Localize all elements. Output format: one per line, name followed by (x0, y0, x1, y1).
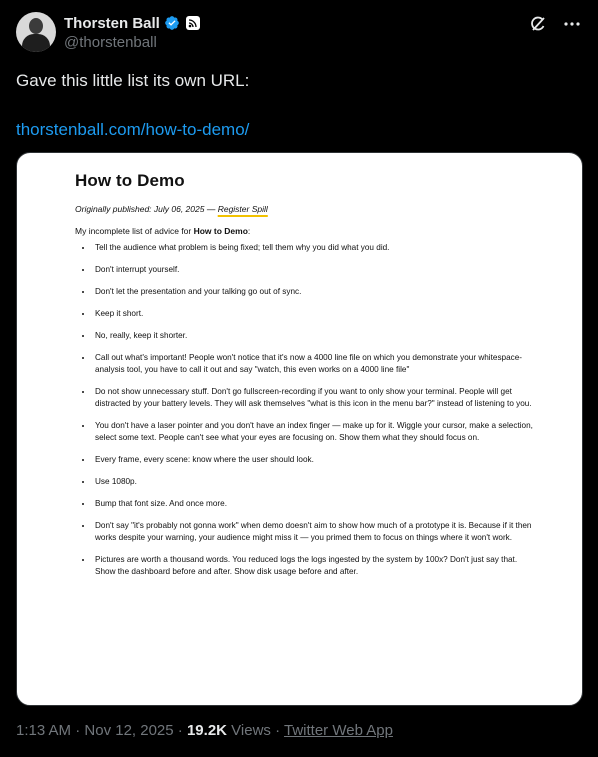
intro-suffix: : (247, 226, 251, 236)
list-item: • Every frame, every scene: know where the user should look. (93, 454, 535, 466)
avatar-body (22, 34, 50, 52)
list-item: • You don't have a laser pointer and you don't have an index finger — make up for it. Wiggle your cursor, make a selection, select some text. People can't see what your eyes are focusing on. Show them what they should focus on. (93, 420, 535, 444)
views-count: 19.2K (186, 722, 227, 739)
list-item: • Don't say "it's probably not gonna work" when demo doesn't aim to show how much of a prototype it is. Because if it then works despite your warning, your audience might miss it — you primed them to focus on things where it won't work. (93, 520, 535, 544)
published-source: Register Spill (217, 204, 268, 214)
views-label: Views (231, 722, 271, 739)
advice-list (75, 242, 535, 578)
handle[interactable]: @thorstenball (64, 34, 157, 51)
intro-bold: How to Demo (193, 226, 248, 236)
list-item: • Do not show unnecessary stuff. Don't go fullscreen-recording if you want to only show your terminal. People will get distracted by your battery levels. They will ask themselves "what is this icon in the menu bar?" instead of listening to you. (93, 386, 535, 410)
meta-separator: · (275, 722, 281, 739)
tweet-time[interactable]: 1:13 AM (16, 722, 72, 739)
list-item: • Tell the audience what problem is being fixed; tell them why you did what you did. (93, 242, 535, 254)
verified-badge-icon[interactable] (164, 15, 180, 31)
attached-image-card[interactable] (16, 152, 583, 706)
intro-text (75, 226, 535, 236)
intro-prefix: My incomplete list of advice for (75, 226, 194, 236)
doc-title: How to Demo (75, 171, 185, 190)
affiliation-badge-icon[interactable] (186, 16, 200, 30)
list-item: • Use 1080p. (93, 476, 535, 488)
list-item: • No, really, keep it shorter. (93, 330, 535, 342)
display-name[interactable]: Thorsten Ball (64, 14, 160, 32)
top-actions (528, 14, 582, 34)
list-item: • Keep it short. (93, 308, 535, 320)
list-item: • Call out what's important! People won't notice that it's now a 4000 line file on which you demonstrate your whitespace-analysis tool, you have to call it out and say "watch, this even works on a 4000 line file" (93, 352, 535, 376)
meta-separator: · (75, 722, 81, 739)
author-names (64, 13, 200, 51)
list-item: • Don't let the presentation and your talking go out of sync. (93, 286, 535, 298)
list-item: • Bump that font size. And once more. (93, 498, 535, 510)
tweet-header (16, 12, 582, 52)
document-screenshot (75, 171, 535, 588)
tweet-link[interactable]: thorstenball.com/how-to-demo/ (16, 120, 250, 139)
name-row (64, 13, 200, 33)
tweet-meta (16, 722, 393, 739)
more-icon[interactable] (562, 14, 582, 34)
published-prefix: Originally published: July 06, 2025 — (75, 204, 218, 214)
tweet-date[interactable]: Nov 12, 2025 (84, 722, 174, 739)
list-item: • Don't interrupt yourself. (93, 264, 535, 276)
published-line (75, 204, 535, 214)
meta-separator: · (177, 722, 183, 739)
client-link[interactable]: Twitter Web App (284, 722, 393, 739)
avatar-head (29, 18, 43, 34)
avatar[interactable] (16, 12, 56, 52)
list-item: • Pictures are worth a thousand words. You reduced logs the logs ingested by the system by 100x? Don't just say that. Show the dashboard before and after. Show disk usage before and after. (93, 554, 535, 578)
grok-icon[interactable] (528, 14, 548, 34)
tweet-text: Gave this little list its own URL: (16, 71, 250, 90)
